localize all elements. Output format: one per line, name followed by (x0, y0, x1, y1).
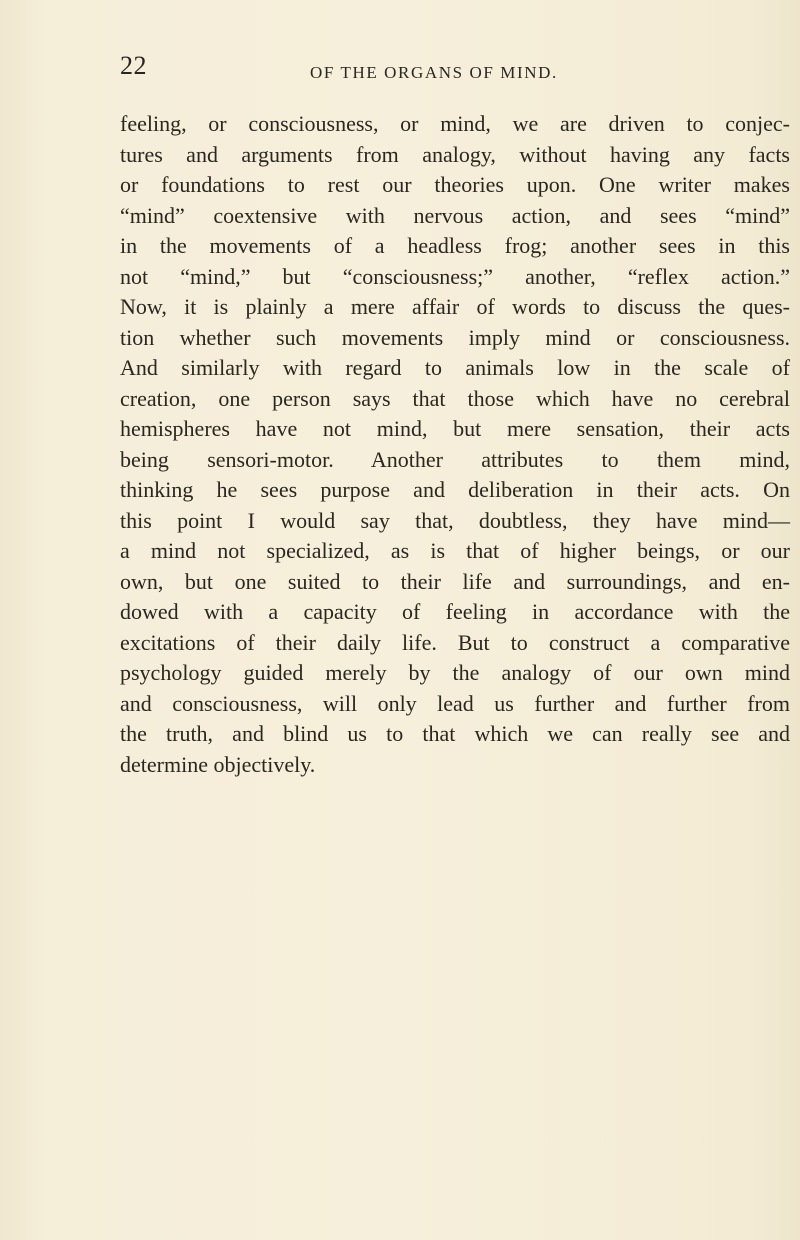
text-line: a mind not specialized, as is that of higher beings, or our (120, 538, 790, 563)
text-line: this point I would say that, doubtless, they have mind— (120, 507, 790, 533)
text-line: thinking he sees purpose and deliberation in their acts. On (120, 477, 790, 502)
text-line: determine objectively. (120, 751, 316, 777)
text-line: hemispheres have not mind, but mere sensation, their acts (120, 416, 790, 441)
text-line: dowed with a capacity of feeling in accordance with the (120, 599, 790, 624)
running-title: OF THE ORGANS OF MIND. (310, 63, 558, 82)
text-line: excitations of their daily life. But to construct a comparative (120, 629, 790, 655)
text-line: And similarly with regard to animals low in the scale of (120, 355, 790, 380)
text-line: not “mind,” but “consciousness;” another, “reflex action.” (120, 263, 790, 289)
text-line: and consciousness, will only lead us further and further from (120, 690, 790, 716)
text-line: own, but one suited to their life and surroundings, and en- (120, 568, 790, 594)
text-line: creation, one person says that those which have no cerebral (120, 385, 790, 411)
text-line: Now, it is plainly a mere affair of words to discuss the ques- (120, 294, 790, 319)
text-line: tion whether such movements imply mind or consciousness. (120, 324, 790, 350)
text-line: or foundations to rest our theories upon. One writer makes (120, 172, 790, 197)
text-line: being sensori-motor. Another attributes to them mind, (120, 446, 790, 472)
text-line: tures and arguments from analogy, without having any facts (120, 141, 790, 167)
text-line: feeling, or consciousness, or mind, we are driven to conjec- (120, 111, 790, 136)
page-number: 22 (120, 51, 147, 80)
text-line: “mind” coextensive with nervous action, and sees “mind” (120, 202, 790, 228)
text-line: psychology guided merely by the analogy of our own mind (120, 660, 790, 685)
text-line: in the movements of a headless frog; another sees in this (120, 233, 790, 258)
text-line: the truth, and blind us to that which we can really see and (120, 721, 790, 746)
body-paragraph (120, 109, 790, 780)
